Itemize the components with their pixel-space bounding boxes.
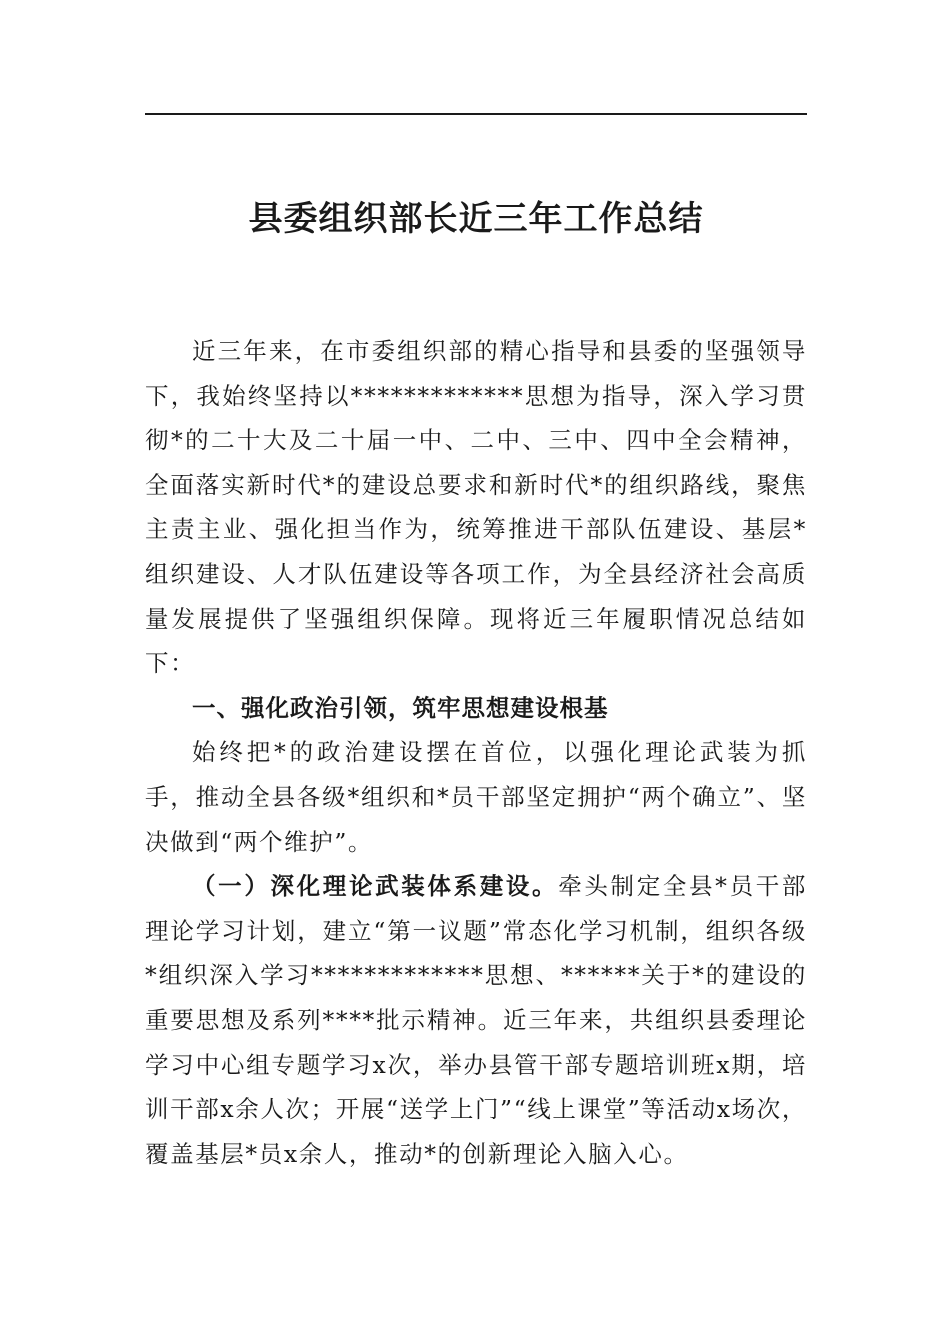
subsection-lead-1: （一）深化理论武装体系建设。 xyxy=(192,872,559,901)
header-rule xyxy=(145,113,807,115)
document-title: 县委组织部长近三年工作总结 xyxy=(248,199,704,239)
subsection-text-1: 牵头制定全县*员干部理论学习计划，建立“第一议题”常态化学习机制，组织各级*组织深入学习*************思想、******关于*的建设的重要思想及系列****批示精神。近三年来，共组织县委理论学习中心组专题学习x次，举办县管干部专题培训班x期，培训干部x余人次；开展“送学上门”“线上课堂”等活动x场次，覆盖基层*员x余人，推动*的创新理论入脑入心。 xyxy=(145,872,807,1168)
section-summary-paragraph: 始终把*的政治建设摆在首位，以强化理论武装为抓手，推动全县各级*组织和*员干部坚定拥护“两个确立”、坚决做到“两个维护”。 xyxy=(145,738,807,856)
section-heading-1: 一、强化政治引领，筑牢思想建设根基 xyxy=(192,693,609,722)
subsection-paragraph-1 xyxy=(145,864,807,1176)
document-body xyxy=(145,329,807,1176)
intro-paragraph: 近三年来，在市委组织部的精心指导和县委的坚强领导下，我始终坚持以*************思想为指导，深入学习贯彻*的二十大及二十届一中、二中、三中、四中全会精神，全面落实新时代*的建设总要求和新时代*的组织路线，聚焦主责主业、强化担当作为，统筹推进干部队伍建设、基层*组织建设、人才队伍建设等各项工作，为全县经济社会高质量发展提供了坚强组织保障。现将近三年履职情况总结如下： xyxy=(145,337,807,678)
